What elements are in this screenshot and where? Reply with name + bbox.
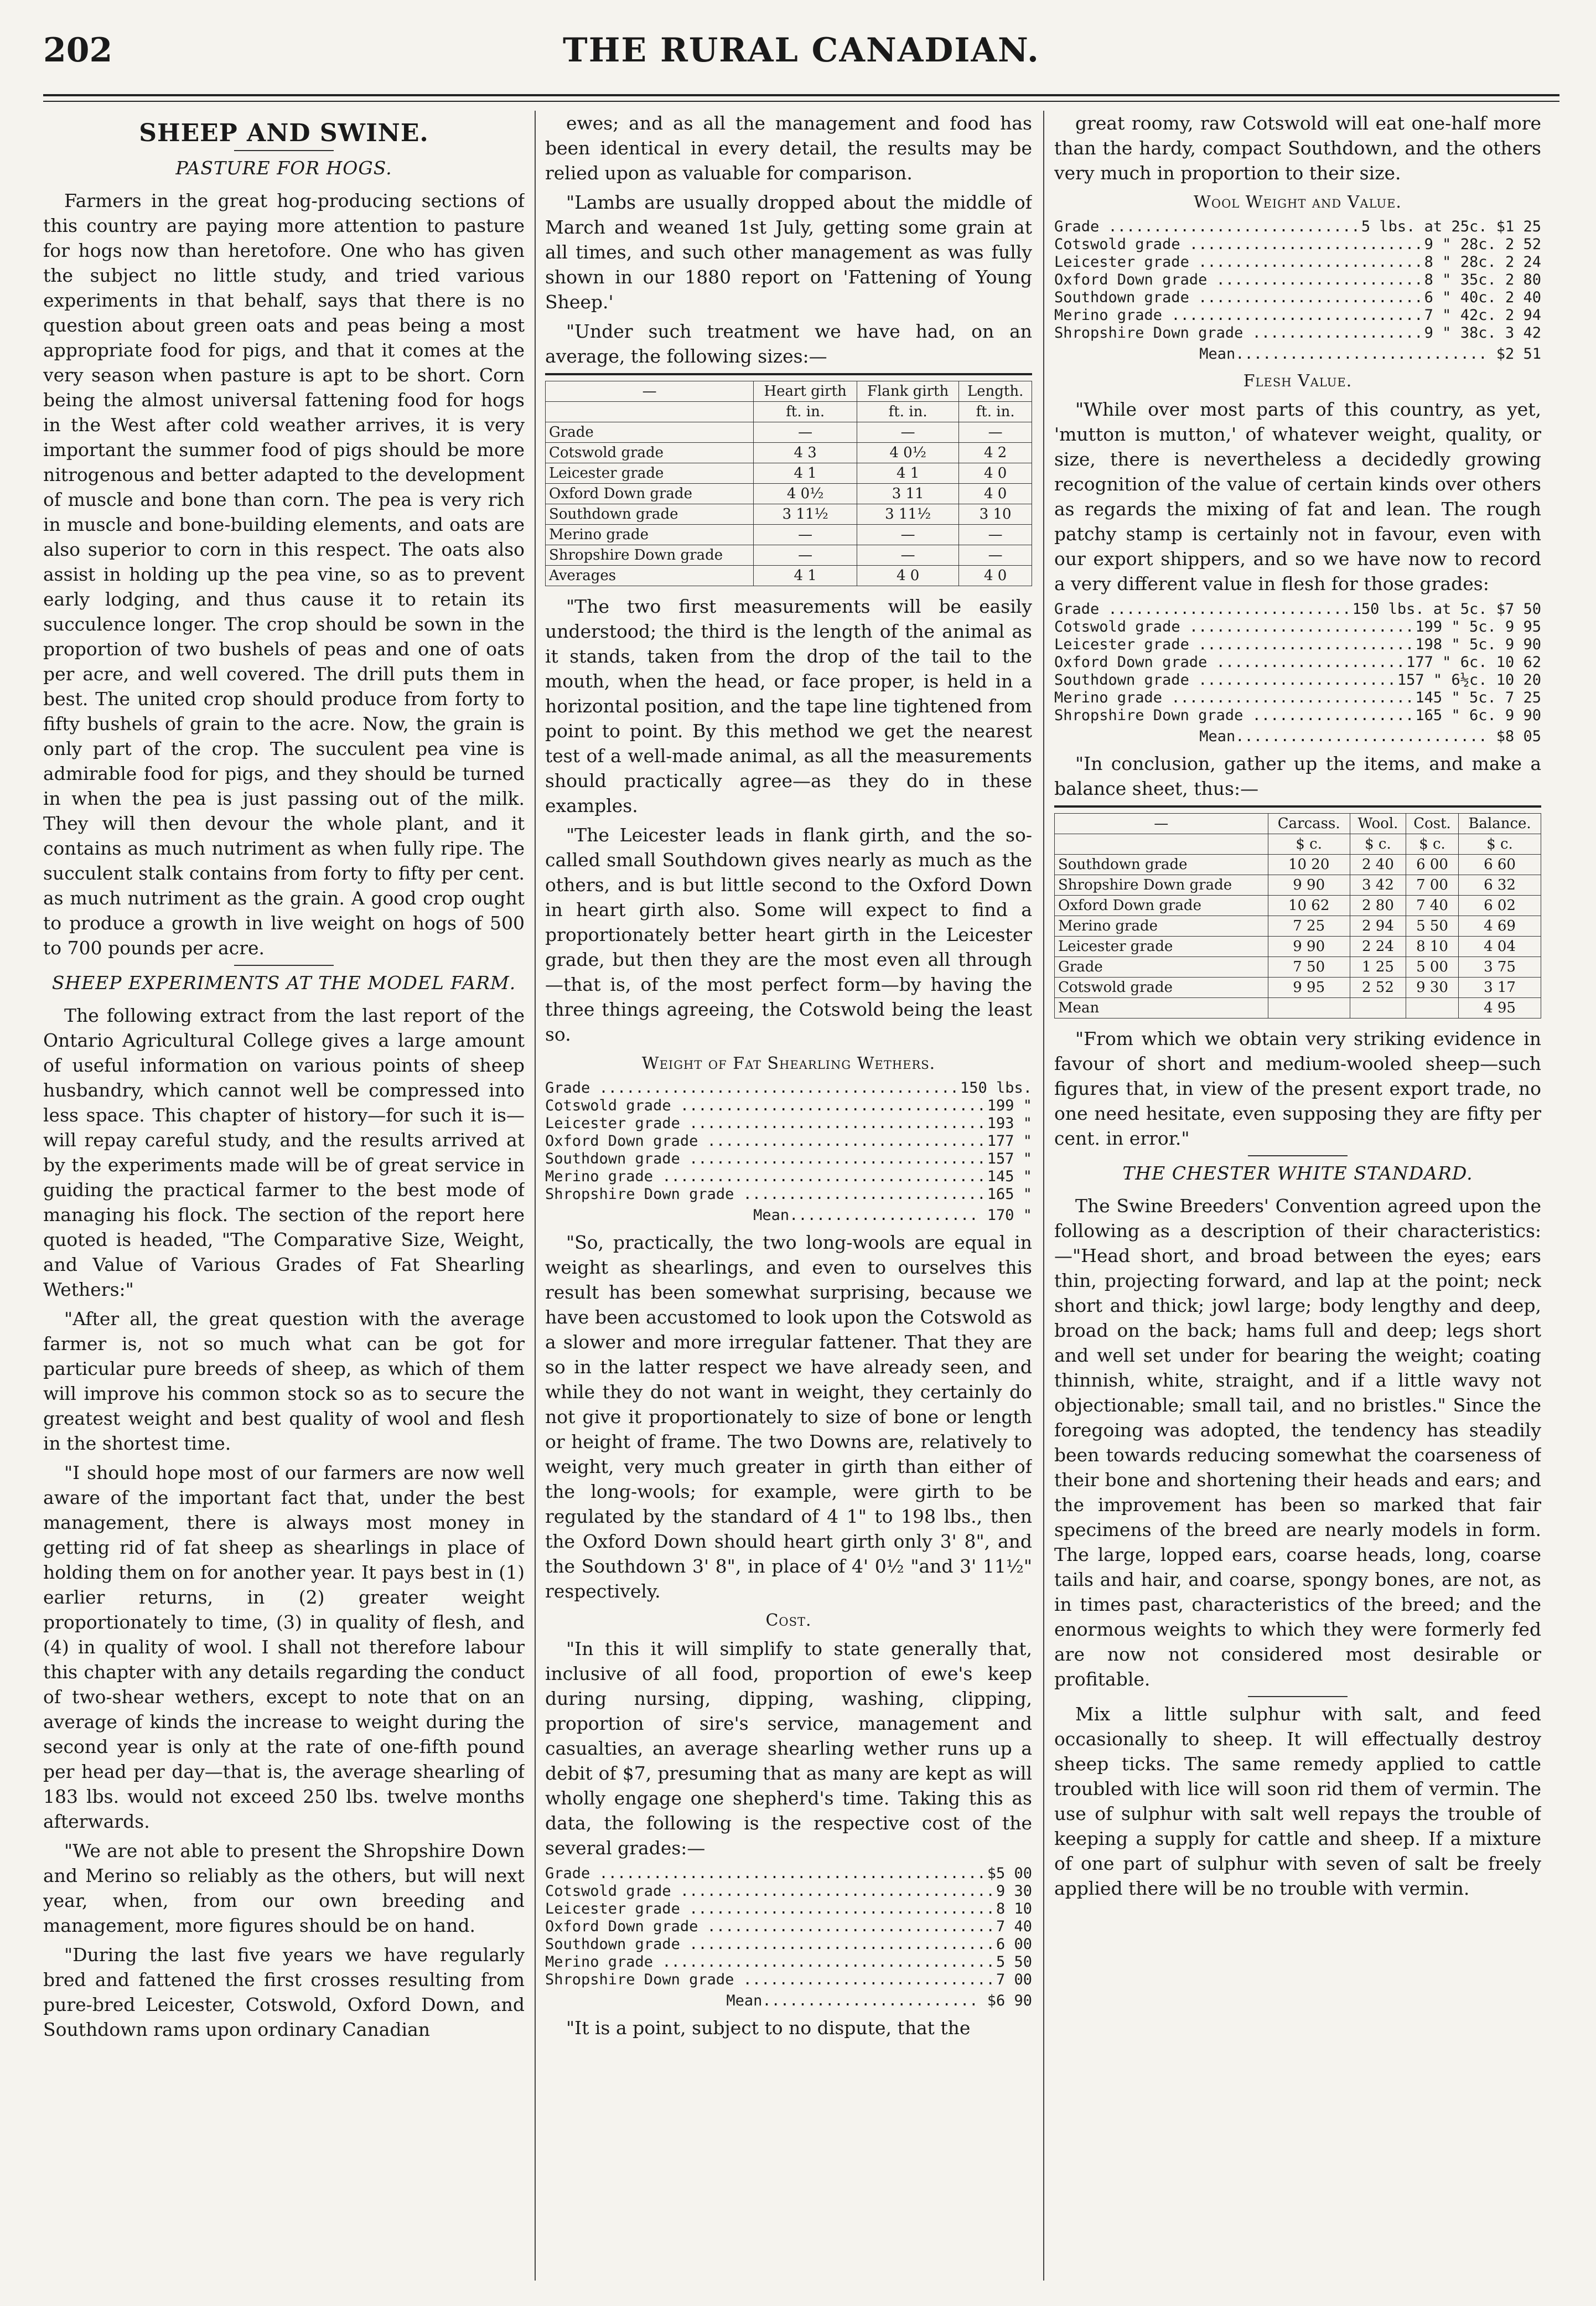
list-value: 7 40 xyxy=(996,1918,1032,1935)
table-cell: 4 0½ xyxy=(754,484,857,504)
table-row xyxy=(546,504,1032,525)
table-units-row xyxy=(1055,834,1541,855)
paragraph: great roomy, raw Cotswold will eat one-half more than the hardy, compact Southdown, and the others very much in proportion to their size. xyxy=(1054,112,1541,184)
table-cell: Cotswold grade xyxy=(546,443,754,463)
table-cell: 4 95 xyxy=(1459,998,1541,1018)
table-unit: $ c. xyxy=(1268,834,1350,855)
list-item xyxy=(1054,654,1541,671)
list-value: 199 " 5c. 9 95 xyxy=(1415,618,1541,635)
table-header: Wool. xyxy=(1350,814,1406,834)
list-label: Grade ..... xyxy=(545,1865,983,1883)
masthead: THE RURAL CANADIAN. xyxy=(563,31,1040,70)
list-mean: Mean............................ $8 05 xyxy=(1199,728,1541,745)
list-label: Leicester grade ..... xyxy=(1054,636,1411,654)
header-rule-thin xyxy=(43,101,1559,102)
table-cell: 2 24 xyxy=(1350,937,1406,957)
list-value: 150 lbs. xyxy=(960,1079,1032,1097)
table-cell: 6 02 xyxy=(1459,896,1541,916)
table-cell: — xyxy=(857,422,959,443)
table-cell xyxy=(1406,998,1459,1018)
cost-list xyxy=(545,1865,1032,2010)
divider xyxy=(1248,1155,1348,1156)
list-value: 7 00 xyxy=(996,1971,1032,1988)
table-header-row xyxy=(1055,814,1541,834)
table-cell: 3 42 xyxy=(1350,875,1406,896)
wool-list xyxy=(1054,218,1541,363)
table-cell: Cotswold grade xyxy=(1055,978,1268,998)
flesh-caption: Flesh Value. xyxy=(1243,371,1353,391)
list-item xyxy=(1054,618,1541,636)
table-cell: 3 11½ xyxy=(754,504,857,525)
list-item xyxy=(545,1953,1032,1971)
table-cell: — xyxy=(857,525,959,545)
table-rule xyxy=(545,373,1032,375)
list-value: 193 " xyxy=(987,1115,1032,1132)
table-cell: 9 90 xyxy=(1268,875,1350,896)
table-row xyxy=(546,484,1032,504)
table-cell: Southdown grade xyxy=(546,504,754,525)
list-label: Grade ..... xyxy=(545,1079,956,1097)
table-unit: $ c. xyxy=(1459,834,1541,855)
paragraph: Farmers in the great hog-producing sections of this country are paying more attention to pasture for hogs now than heretofore. One who has given the subject no little study, and tried various experiments in that behalf, says that there is no question about green oats and peas being a most appropriate food for pigs, and that it comes at the very season when pasture is apt to be short. Corn being the almost universal fattening food for hogs in the West after cold weather arrives, it is very important the summer food of pigs should be more nitrogenous and better adapted to the development of muscle and bone than corn. The pea is very rich in muscle and bone-building elements, and oats are also superior to corn in this respect. The oats also assist in holding up the pea vine, so as to prevent early lodging, and thus cause it to retain its succulence longer. The crop should be sown in the proportion of two bushels of peas and one of oats per acre, and well covered. The drill puts them in best. The united crop should produce from forty to fifty bushels of grain to the acre. Now, the grain is only part of the crop. The succulent pea vine is admirable food for pigs, and they should be turned in when the pea is just passing out of the milk. They will then devour the whole plant, and it contains as much nutriment as when fully ripe. The succulent stalk contains from forty to fifty per cent. as much nutriment as the grain. A good crop ought to produce a growth in live weight on hogs of 500 to 700 pounds per acre. xyxy=(43,190,525,959)
table-cell: Grade xyxy=(1055,957,1268,978)
table-cell: 4 0 xyxy=(959,463,1032,484)
size-table xyxy=(545,381,1032,586)
table-cell: — xyxy=(857,545,959,566)
list-value: 199 " xyxy=(987,1097,1032,1114)
list-label: Southdown grade ..... xyxy=(545,1936,992,1953)
table-cell: — xyxy=(754,545,857,566)
table-cell: — xyxy=(754,525,857,545)
table-cell: 4 3 xyxy=(754,443,857,463)
table-row xyxy=(1055,937,1541,957)
page-header xyxy=(43,21,1559,99)
table-cell: 3 10 xyxy=(959,504,1032,525)
paragraph: Mix a little sulphur with salt, and feed occasionally to sheep. It will effectually destroy sheep ticks. The same remedy applied to cattle troubled with lice will soon rid them of vermin. The use of sulphur with salt well repays the trouble of keeping a supply for cattle and sheep. If a mixture of one part of sulphur with seven of salt be freely applied there will be no trouble with vermin. xyxy=(1054,1703,1541,1899)
table-cell: Leicester grade xyxy=(546,463,754,484)
paragraph: "Lambs are usually dropped about the middle of March and weaned 1st July, getting some grain at all times, and such other management as was fully shown in our 1880 report on 'Fattening of Young Sheep.' xyxy=(545,192,1032,313)
page-number: 202 xyxy=(43,31,113,70)
table-cell: 6 00 xyxy=(1406,855,1459,875)
list-label: Cotswold grade ..... xyxy=(1054,236,1420,254)
table-row xyxy=(546,463,1032,484)
column-3 xyxy=(1054,111,1541,2286)
list-item xyxy=(545,1115,1032,1133)
table-header: Length. xyxy=(959,381,1032,402)
list-label: Merino grade ..... xyxy=(1054,307,1420,324)
paragraph: The following extract from the last report of the Ontario Agricultural College gives a large amount of useful information on various points of sheep husbandry, which cannot well be compressed into less space. This chapter of history—for such it is—will repay careful study, and the results arrived at by the experiments made will be of great service in guiding the practical farmer to the best mode of managing his flock. The section of the report here quoted is headed, "The Comparative Size, Weight, and Value of Various Grades of Fat Shearling Wethers:" xyxy=(43,1005,525,1300)
table-header: Balance. xyxy=(1459,814,1541,834)
table-row xyxy=(546,545,1032,566)
list-item xyxy=(545,1168,1032,1186)
table-cell: 7 40 xyxy=(1406,896,1459,916)
table-row xyxy=(546,422,1032,443)
paragraph: "While over most parts of this country, as yet, 'mutton is mutton,' of whatever weight, quality, or size, there is nevertheless a decidedly growing recognition of the value of certain kinds over others as regards the mixing of fat and lean. The rough patchy stamp is certainly not in favour, even with our export shippers, and so we have now to record a very different value in flesh for those grades: xyxy=(1054,399,1541,594)
list-value: 157 " xyxy=(987,1150,1032,1167)
table-cell: 4 2 xyxy=(959,443,1032,463)
list-label: Merino grade ..... xyxy=(545,1953,992,1971)
table-unit: ft. in. xyxy=(857,402,959,422)
table-cell: Merino grade xyxy=(1055,916,1268,937)
table-cell: 3 11 xyxy=(857,484,959,504)
table-cell: 5 00 xyxy=(1406,957,1459,978)
list-item xyxy=(545,1079,1032,1097)
table-cell: 4 1 xyxy=(754,463,857,484)
table-cell: 4 1 xyxy=(857,463,959,484)
article-title-chester-white: THE CHESTER WHITE STANDARD. xyxy=(1122,1162,1473,1184)
column-1 xyxy=(43,111,525,2286)
list-value: 6 " 40c. 2 40 xyxy=(1424,289,1541,306)
table-cell: 7 50 xyxy=(1268,957,1350,978)
paragraph: "So, practically, the two long-wools are equal in weight as shearlings, and even to ourselves this result has been somewhat surprising, because we have been accustomed to look upon the Cotswold as a slower and more irregular fattener. That they are so in the latter respect we have already seen, and while they do not want in weight, they certainly do not give it proportionately to size of bone or length or height of frame. The two Downs are, relatively to weight, very much greater in girth than either of the long-wools; for example, were girth to be regulated by the standard of 4 1" to 198 lbs., then the Oxford Down should heart girth only 3' 8", and the Southdown 3' 8", in place of 4' 0½ "and 3' 11½" respectively. xyxy=(545,1232,1032,1602)
article-title-sheep-experiments: SHEEP EXPERIMENTS AT THE MODEL FARM. xyxy=(51,972,516,994)
list-item xyxy=(545,1883,1032,1900)
table-mean-row xyxy=(1055,998,1541,1018)
list-value: 150 lbs. at 5c. $7 50 xyxy=(1352,601,1541,618)
list-value: $5 00 xyxy=(987,1865,1032,1882)
list-item xyxy=(545,1971,1032,1989)
list-item xyxy=(1054,601,1541,618)
list-label: Shropshire Down grade ..... xyxy=(545,1186,983,1203)
list-label: Oxford Down grade ..... xyxy=(545,1918,992,1936)
list-label: Leicester grade ..... xyxy=(545,1115,983,1133)
table-header: — xyxy=(546,381,754,402)
table-header: Cost. xyxy=(1406,814,1459,834)
table-cell: 4 69 xyxy=(1459,916,1541,937)
table-row xyxy=(546,443,1032,463)
list-label: Cotswold grade ..... xyxy=(545,1097,983,1115)
table-cell: Mean xyxy=(1055,998,1268,1018)
list-label: Shropshire Down grade ..... xyxy=(1054,324,1420,342)
list-label: Merino grade ..... xyxy=(545,1168,983,1186)
list-value: 177 " 6c. 10 62 xyxy=(1406,654,1541,671)
table-row xyxy=(1055,916,1541,937)
list-value: 7 " 42c. 2 94 xyxy=(1424,307,1541,324)
table-header: Flank girth xyxy=(857,381,959,402)
table-cell: Oxford Down grade xyxy=(1055,896,1268,916)
list-label: Oxford Down grade ..... xyxy=(545,1133,983,1150)
list-label: Leicester grade ..... xyxy=(545,1900,992,1918)
table-cell: 4 0 xyxy=(857,566,959,586)
list-value: 5 lbs. at 25c. $1 25 xyxy=(1361,218,1541,235)
list-item xyxy=(1054,636,1541,654)
list-value: 9 30 xyxy=(996,1883,1032,1900)
list-mean: Mean............................ $2 51 xyxy=(1199,345,1541,363)
table-cell: — xyxy=(959,422,1032,443)
list-item xyxy=(1054,218,1541,236)
list-value: 8 " 35c. 2 80 xyxy=(1424,271,1541,288)
list-item xyxy=(1054,271,1541,289)
paragraph: "The Leicester leads in flank girth, and the so-called small Southdown gives nearly as much as the others, and is but little second to the Oxford Down in heart girth also. Some will expect to find a proportionately better heart girth in the Leicester grade, but then they are the most even all through—that is, of the most perfect form—by having the three things agreeing, the Cotswold being the least so. xyxy=(545,824,1032,1045)
table-cell: Leicester grade xyxy=(1055,937,1268,957)
table-cell: Oxford Down grade xyxy=(546,484,754,504)
list-value: 145 " 5c. 7 25 xyxy=(1415,689,1541,706)
table-cell: 6 32 xyxy=(1459,875,1541,896)
list-value: 165 " xyxy=(987,1186,1032,1203)
table-cell: Averages xyxy=(546,566,754,586)
list-label: Cotswold grade ..... xyxy=(545,1883,992,1900)
list-item xyxy=(1054,254,1541,271)
weight-list xyxy=(545,1079,1032,1224)
cost-caption: Cost. xyxy=(765,1611,812,1630)
paragraph: "During the last five years we have regularly bred and fattened the first crosses resulting from pure-bred Leicester, Cotswold, Oxford Down, and Southdown rams upon ordinary Canadian xyxy=(43,1944,525,2040)
table-cell: — xyxy=(754,422,857,443)
paragraph: "We are not able to present the Shropshire Down and Merino so reliably as the others, but will next year, when, from our own breeding and management, more figures should be on hand. xyxy=(43,1840,525,1936)
table-cell: 3 11½ xyxy=(857,504,959,525)
list-value: 157 " 6½c. 10 20 xyxy=(1397,671,1541,689)
table-cell: 8 10 xyxy=(1406,937,1459,957)
table-cell: 2 52 xyxy=(1350,978,1406,998)
list-item xyxy=(1054,707,1541,725)
table-cell: — xyxy=(959,545,1032,566)
table-unit: $ c. xyxy=(1350,834,1406,855)
paragraph: "From which we obtain very striking evidence in favour of short and medium-wooled sheep—such figures that, in view of the present export trade, no one need hesitate, even supposing they are fifty per cent. in error." xyxy=(1054,1028,1541,1149)
list-label: Southdown grade ..... xyxy=(1054,671,1393,689)
list-label: Grade ..... xyxy=(1054,218,1357,236)
balance-table xyxy=(1054,813,1541,1018)
divider xyxy=(1248,1696,1348,1697)
table-cell: Shropshire Down grade xyxy=(1055,875,1268,896)
list-item xyxy=(545,1186,1032,1203)
table-row xyxy=(546,525,1032,545)
table-cell: 2 94 xyxy=(1350,916,1406,937)
table-row xyxy=(1055,957,1541,978)
list-value: 9 " 28c. 2 52 xyxy=(1424,236,1541,253)
list-item xyxy=(545,1918,1032,1936)
paragraph: "In this it will simplify to state generally that, inclusive of all food, proportion of ewe's keep during nursing, dipping, washing, clipping, proportion of sire's service, management and casualties, an average shearling wether runs up a debit of $7, presuming that as many are kept as will wholly engage one shepherd's time. Taking this as data, the following is the respective cost of the several grades:— xyxy=(545,1638,1032,1859)
paragraph: "I should hope most of our farmers are now well aware of the important fact that, under the best management, there is always most money in getting rid of fat sheep as shearlings in place of holding them on for another year. It pays best in (1) earlier returns, in (2) greater weight proportionately to time, (3) in quality of flesh, and (4) in quality of wool. I shall not therefore labour this chapter with any details regarding the conduct of two-shear wethers, except to note that on an average of kinds the increase to weight during the second year is only at the rate of one-fifth pound per head per day—that is, the average shearling of 183 lbs. would not exceed 250 lbs. twelve months afterwards. xyxy=(43,1462,525,1832)
table-cell: 4 0½ xyxy=(857,443,959,463)
list-item xyxy=(1054,236,1541,254)
table-unit: $ c. xyxy=(1406,834,1459,855)
wool-caption: Wool Weight and Value. xyxy=(1194,193,1402,212)
table-rule xyxy=(1054,805,1541,808)
list-item xyxy=(1054,324,1541,342)
divider xyxy=(234,150,334,151)
table-row xyxy=(1055,875,1541,896)
paragraph: "Under such treatment we have had, on an average, the following sizes:— xyxy=(545,320,1032,367)
list-label: Leicester grade ..... xyxy=(1054,254,1420,271)
list-value: 8 10 xyxy=(996,1900,1032,1917)
table-cell: 2 80 xyxy=(1350,896,1406,916)
list-value: 5 50 xyxy=(996,1953,1032,1971)
list-item xyxy=(545,1133,1032,1150)
list-item xyxy=(1054,671,1541,689)
table-cell: 9 30 xyxy=(1406,978,1459,998)
paragraph: "It is a point, subject to no dispute, that the xyxy=(566,2017,971,2039)
table-cell: 4 04 xyxy=(1459,937,1541,957)
list-value: 145 " xyxy=(987,1168,1032,1185)
list-label: Merino grade ..... xyxy=(1054,689,1411,707)
table-units-row xyxy=(546,402,1032,422)
list-label: Oxford Down grade ..... xyxy=(1054,654,1402,671)
list-label: Grade ..... xyxy=(1054,601,1348,618)
table-cell: 7 00 xyxy=(1406,875,1459,896)
table-cell: Merino grade xyxy=(546,525,754,545)
table-unit: ft. in. xyxy=(754,402,857,422)
section-title: SHEEP AND SWINE. xyxy=(139,119,429,147)
table-cell: — xyxy=(959,525,1032,545)
list-value: 9 " 38c. 3 42 xyxy=(1424,324,1541,342)
table-header: Carcass. xyxy=(1268,814,1350,834)
list-item xyxy=(545,1150,1032,1168)
table-header: Heart girth xyxy=(754,381,857,402)
article-title-pasture: PASTURE FOR HOGS. xyxy=(175,157,392,179)
table-row xyxy=(1055,855,1541,875)
list-label: Shropshire Down grade ..... xyxy=(1054,707,1411,725)
list-label: Cotswold grade ..... xyxy=(1054,618,1411,636)
list-label: Shropshire Down grade ..... xyxy=(545,1971,992,1989)
list-mean: Mean........................ $6 90 xyxy=(726,1992,1032,2009)
list-item xyxy=(1054,689,1541,707)
table-cell: 2 40 xyxy=(1350,855,1406,875)
table-unit: ft. in. xyxy=(959,402,1032,422)
list-label: Oxford Down grade ..... xyxy=(1054,271,1420,289)
list-label: Southdown grade ..... xyxy=(1054,289,1420,307)
table-cell: 5 50 xyxy=(1406,916,1459,937)
paragraph: "In conclusion, gather up the items, and make a balance sheet, thus:— xyxy=(1054,753,1541,799)
list-item xyxy=(1054,289,1541,307)
table-cell: 4 1 xyxy=(754,566,857,586)
column-divider-1 xyxy=(535,111,536,2281)
table-row xyxy=(1055,896,1541,916)
paragraph: ewes; and as all the management and food has been identical in every detail, the results may be relied upon as valuable for comparison. xyxy=(545,112,1032,184)
table-row xyxy=(1055,978,1541,998)
list-item xyxy=(545,1865,1032,1883)
paragraph: "The two first measurements will be easily understood; the third is the length of the animal as it stands, taken from the drop of the tail to the mouth, when the head, or face proper, is held in a horizontal position, and the tape line tightened from point to point. By this method we get the nearest test of a well-made animal, as all the measurements should practically agree—as they do in these examples. xyxy=(545,596,1032,816)
list-item xyxy=(545,1097,1032,1115)
table-cell: 3 75 xyxy=(1459,957,1541,978)
table-header-row xyxy=(546,381,1032,402)
table-cell: 7 25 xyxy=(1268,916,1350,937)
list-value: 8 " 28c. 2 24 xyxy=(1424,254,1541,271)
weight-caption: Weight of Fat Shearling Wethers. xyxy=(641,1054,936,1073)
list-value: 198 " 5c. 9 90 xyxy=(1415,636,1541,653)
table-header: — xyxy=(1055,814,1268,834)
table-cell: 3 17 xyxy=(1459,978,1541,998)
table-unit xyxy=(1055,834,1268,855)
table-cell: 9 90 xyxy=(1268,937,1350,957)
list-item xyxy=(545,1936,1032,1953)
table-unit xyxy=(546,402,754,422)
table-averages-row xyxy=(546,566,1032,586)
column-divider-2 xyxy=(1043,111,1044,2281)
divider xyxy=(234,965,334,966)
table-cell: 1 25 xyxy=(1350,957,1406,978)
table-cell: Shropshire Down grade xyxy=(546,545,754,566)
paragraph: The Swine Breeders' Convention agreed upon the following as a description of their characteristics:—"Head short, and broad between the eyes; ears thin, projecting forward, and lap at the point; neck short and thick; jowl large; body lengthy and deep, broad on the back; hams full and deep; legs short and well set under for bearing the weight; coating thinnish, white, straight, and if a little wavy not objectionable; small tail, and no bristles." Since the foregoing was adopted, the tendency has steadily been towards reducing somewhat the coarseness of their bone and shortening their heads and ears; and the improvement has been so marked that fair specimens of the breed are nearly models in form. The large, lopped ears, coarse heads, long, coarse tails and hair, and coarse, spongy bones, are not, as in times past, characteristics of the breed; and the enormous weights to which they were formerly fed are now not considered most desirable or profitable. xyxy=(1054,1195,1541,1690)
list-mean: Mean..................... 170 " xyxy=(753,1207,1032,1224)
table-cell: Grade xyxy=(546,422,754,443)
table-cell xyxy=(1350,998,1406,1018)
table-cell: 10 62 xyxy=(1268,896,1350,916)
list-item xyxy=(1054,307,1541,324)
header-rule xyxy=(43,94,1559,96)
table-cell xyxy=(1268,998,1350,1018)
table-cell: 6 60 xyxy=(1459,855,1541,875)
list-label: Southdown grade ..... xyxy=(545,1150,983,1168)
list-value: 6 00 xyxy=(996,1936,1032,1953)
table-cell: 4 0 xyxy=(959,566,1032,586)
table-cell: 4 0 xyxy=(959,484,1032,504)
table-cell: 9 95 xyxy=(1268,978,1350,998)
paragraph: "After all, the great question with the average farmer is, not so much what can be got for particular pure breeds of sheep, as which of them will improve his common stock so as to secure the greatest weight and best quality of wool and flesh in the shortest time. xyxy=(43,1308,525,1454)
column-2 xyxy=(545,111,1032,2286)
list-item xyxy=(545,1900,1032,1918)
list-value: 165 " 6c. 9 90 xyxy=(1415,707,1541,724)
table-cell: 10 20 xyxy=(1268,855,1350,875)
list-value: 177 " xyxy=(987,1133,1032,1150)
table-cell: Southdown grade xyxy=(1055,855,1268,875)
flesh-list xyxy=(1054,601,1541,746)
